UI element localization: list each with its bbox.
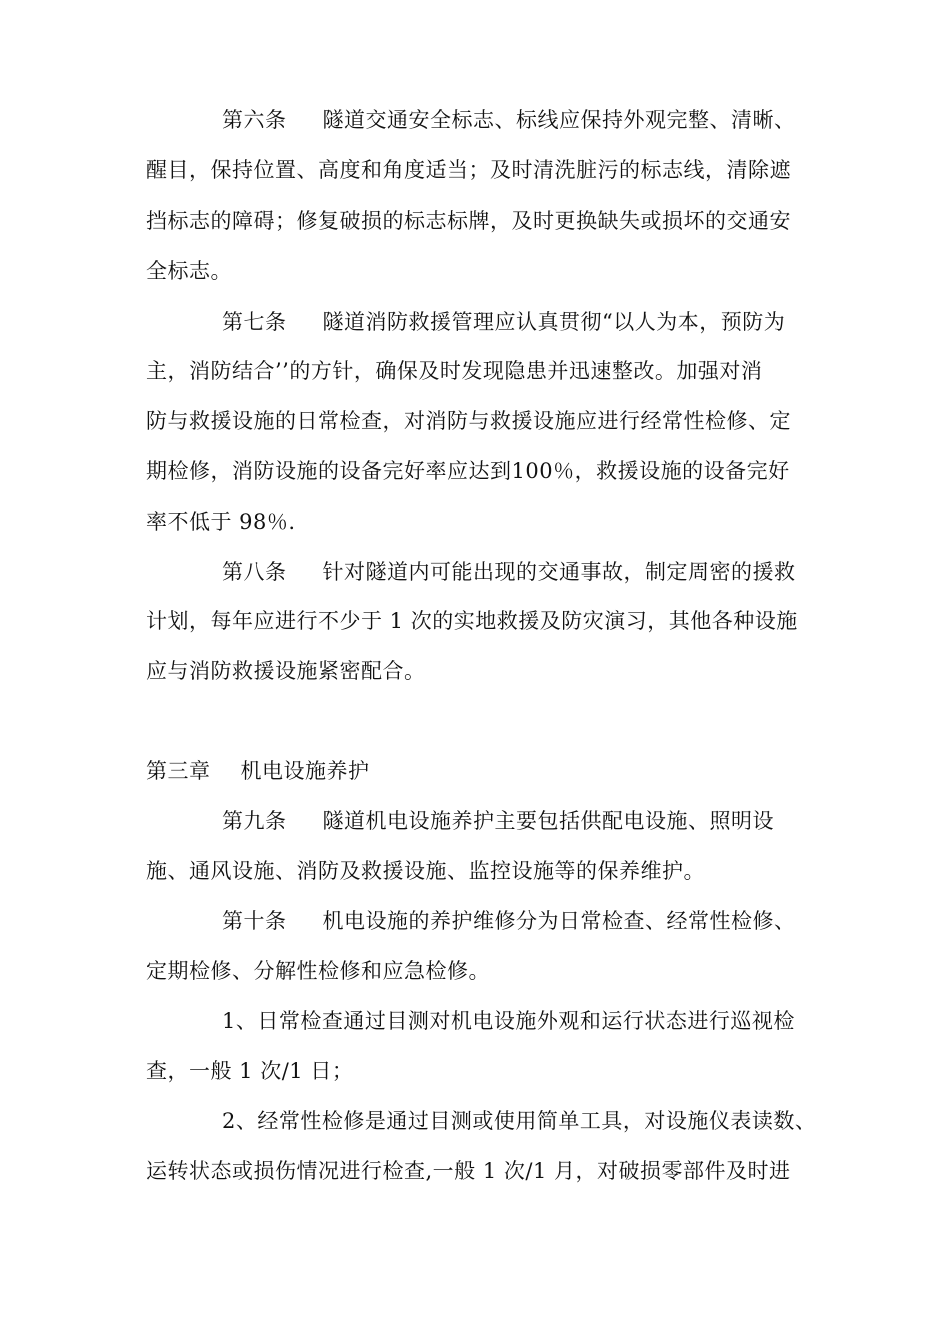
chapter-3-label: 第三章 — [146, 759, 211, 783]
article-10-line-2: 定期检修、分解性检修和应急检修。 — [146, 959, 490, 983]
article-9-line-1 — [222, 806, 826, 836]
item-1-line-1: 1、日常检查通过目测对机电设施外观和运行状态进行巡视检 — [222, 1009, 795, 1033]
article-7-line-3: 防与救援设施的日常检查，对消防与救援设施应进行经常性检修、定 — [146, 409, 791, 433]
item-1-line-2: 查，一般 1 次/1 日； — [146, 1059, 354, 1083]
article-7-line-1 — [222, 307, 826, 337]
article-6-line-1 — [222, 105, 826, 135]
article-10-label: 第十条 — [222, 909, 287, 933]
article-8-line-2: 计划，每年应进行不少于 1 次的实地救援及防灾演习，其他各种设施 — [146, 609, 798, 633]
article-9-label: 第九条 — [222, 809, 287, 833]
article-10-line-1 — [222, 906, 826, 936]
article-7-line-4: 期检修，消防设施的设备完好率应达到100％，救援设施的设备完好 — [146, 459, 790, 483]
article-7-label: 第七条 — [222, 310, 287, 334]
article-7-line-2: 主，消防结合’’的方针，确保及时发现隐患并迅速整改。加强对消 — [146, 359, 763, 383]
article-9-line-2: 施、通风设施、消防及救援设施、监控设施等的保养维护。 — [146, 859, 705, 883]
article-9-text: 隧道机电设施养护主要包括供配电设施、照明设 — [322, 809, 774, 833]
article-8-line-3: 应与消防救援设施紧密配合。 — [146, 659, 426, 683]
article-6-line-3: 挡标志的障碍；修复破损的标志标牌，及时更换缺失或损坏的交通安 — [146, 209, 791, 233]
article-8-text: 针对隧道内可能出现的交通事故，制定周密的援救 — [322, 560, 796, 584]
item-2-line-2: 运转状态或损伤情况进行检查,一般 1 次/1 月，对破损零部件及时进 — [146, 1159, 791, 1183]
article-7-text: 隧道消防救援管理应认真贯彻“以人为本，预防为 — [322, 310, 786, 334]
article-8-line-1 — [222, 557, 826, 587]
article-6-text: 隧道交通安全标志、标线应保持外观完整、清晰、 — [322, 108, 796, 132]
article-6-line-2: 醒目，保持位置、高度和角度适当；及时清洗脏污的标志线，清除遮 — [146, 158, 791, 182]
article-10-text: 机电设施的养护维修分为日常检查、经常性检修、 — [322, 909, 796, 933]
item-2-line-1: 2、经常性检修是通过目测或使用简单工具，对设施仪表读数、 — [222, 1109, 817, 1133]
chapter-3-heading — [146, 756, 826, 786]
article-8-label: 第八条 — [222, 560, 287, 584]
article-6-line-4: 全标志。 — [146, 259, 232, 283]
chapter-3-title: 机电设施养护 — [240, 759, 370, 783]
article-7-line-5: 率不低于 98％. — [146, 510, 296, 534]
article-6-label: 第六条 — [222, 108, 287, 132]
